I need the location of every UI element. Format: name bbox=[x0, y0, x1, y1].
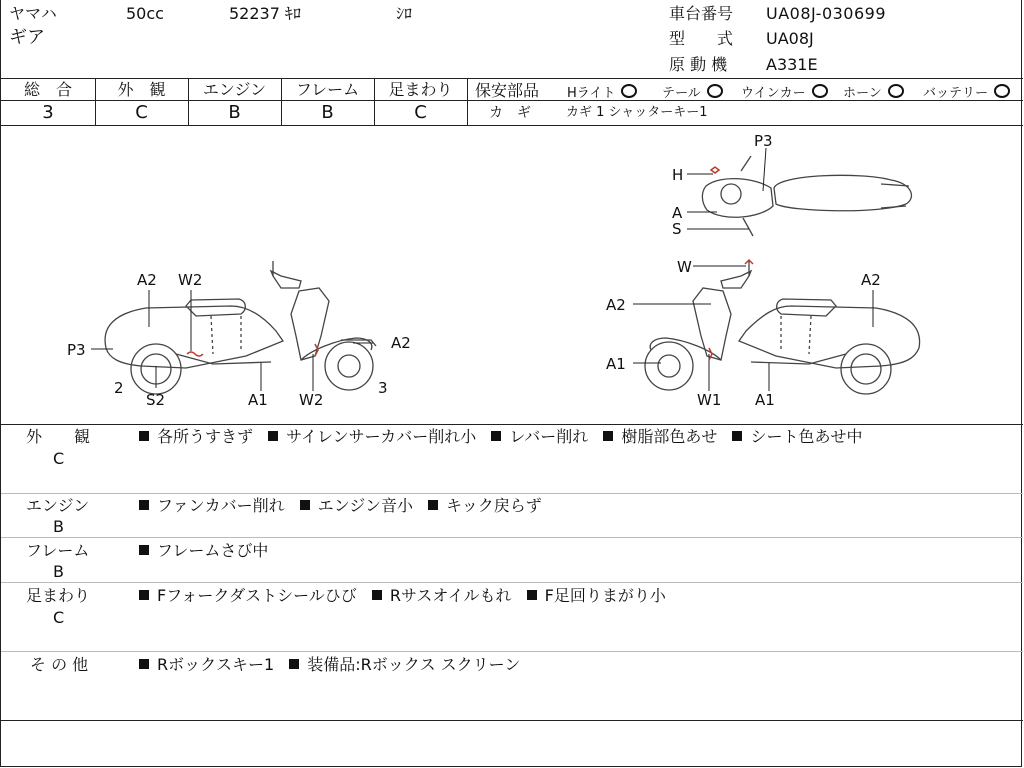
diagram-label: S2 bbox=[146, 391, 166, 409]
bullet-square-icon bbox=[428, 500, 438, 510]
key-label: カ ギ bbox=[489, 105, 531, 121]
displacement: 50cc bbox=[126, 4, 164, 23]
divider bbox=[1, 424, 1023, 425]
diagram-label: W2 bbox=[178, 271, 203, 289]
divider bbox=[467, 78, 468, 125]
diagram-label: 2 bbox=[114, 379, 124, 397]
engine-label: 原 動 機 bbox=[669, 55, 728, 74]
bullet-square-icon bbox=[732, 431, 742, 441]
bullet-square-icon bbox=[603, 431, 613, 441]
section-notes-engine: ファンカバー削れ エンジン音小 キック戻らず bbox=[139, 498, 542, 514]
section-notes-suspension: Fフォークダストシールひび Rサスオイルもれ F足回りまがり小 bbox=[139, 588, 666, 604]
diagram-label: A2 bbox=[606, 296, 626, 314]
bullet-square-icon bbox=[139, 659, 149, 669]
grade-label-frame: フレーム bbox=[295, 80, 360, 99]
grade-value-frame: B bbox=[321, 102, 334, 123]
section-notes-frame: フレームさび中 bbox=[139, 543, 268, 559]
safety-item-winker: ウインカー bbox=[741, 84, 828, 100]
safety-item-headlight: Hライト bbox=[567, 84, 637, 100]
ok-circle-icon bbox=[621, 84, 637, 98]
diagram-label: H bbox=[672, 166, 684, 184]
engine-value: A331E bbox=[766, 55, 818, 74]
section-grade-engine: B bbox=[53, 517, 64, 536]
divider bbox=[1, 651, 1023, 652]
safety-item-tail: テール bbox=[662, 84, 723, 100]
section-label-engine: エンジン bbox=[26, 496, 90, 515]
grade-label-engine: エンジン bbox=[202, 80, 267, 99]
type-label: 型 式 bbox=[669, 29, 734, 48]
key-value: カギ 1 シャッターキー1 bbox=[566, 105, 708, 120]
bullet-square-icon bbox=[372, 590, 382, 600]
diagram-label: W2 bbox=[299, 391, 324, 409]
diagram-label: A2 bbox=[391, 334, 411, 352]
safety-label: 保安部品 bbox=[475, 81, 540, 100]
safety-item-horn: ホーン bbox=[843, 84, 904, 100]
diagram-label: W1 bbox=[697, 391, 722, 409]
section-grade-suspension: C bbox=[53, 608, 65, 627]
grade-value-suspension: C bbox=[414, 102, 427, 123]
bullet-square-icon bbox=[300, 500, 310, 510]
scooter-top-view bbox=[702, 156, 911, 236]
diagram-label: A bbox=[672, 204, 683, 222]
frame-no-label: 車台番号 bbox=[669, 4, 734, 23]
section-label-other: そ の 他 bbox=[30, 655, 89, 674]
grade-label-exterior: 外 観 bbox=[117, 80, 166, 99]
frame-no: UA08J-030699 bbox=[766, 4, 887, 23]
section-label-exterior: 外 観 bbox=[26, 427, 91, 446]
divider bbox=[1, 493, 1023, 494]
diagram-label: W bbox=[677, 258, 692, 276]
divider bbox=[1, 537, 1023, 538]
grade-label-suspension: 足まわり bbox=[388, 80, 453, 99]
bullet-square-icon bbox=[491, 431, 501, 441]
ok-circle-icon bbox=[888, 84, 904, 98]
maker: ヤマハ bbox=[9, 4, 57, 23]
section-notes-exterior: 各所うすきず サイレンサーカバー削れ小 レバー削れ 樹脂部色あせ シート色あせ中 bbox=[139, 429, 862, 445]
damage-diagram bbox=[1, 126, 1023, 424]
grade-value-engine: B bbox=[228, 102, 241, 123]
body-color: ｼﾛ bbox=[396, 4, 413, 23]
ok-circle-icon bbox=[994, 84, 1010, 98]
section-label-frame: フレーム bbox=[26, 541, 90, 560]
divider bbox=[1, 582, 1023, 583]
bullet-square-icon bbox=[289, 659, 299, 669]
section-label-suspension: 足まわり bbox=[26, 586, 91, 605]
diagram-label: A2 bbox=[137, 271, 157, 289]
diagram-label: S bbox=[672, 220, 682, 238]
grade-label-overall: 総 合 bbox=[23, 80, 72, 99]
diagram-label: A2 bbox=[861, 271, 881, 289]
bullet-square-icon bbox=[139, 545, 149, 555]
section-grade-frame: B bbox=[53, 562, 64, 581]
bullet-square-icon bbox=[139, 500, 149, 510]
diagram-label: P3 bbox=[67, 341, 86, 359]
ok-circle-icon bbox=[812, 84, 828, 98]
bullet-square-icon bbox=[139, 590, 149, 600]
ok-circle-icon bbox=[707, 84, 723, 98]
grade-value-overall: 3 bbox=[42, 102, 54, 123]
type-value: UA08J bbox=[766, 29, 814, 48]
diagram-label: A1 bbox=[606, 355, 626, 373]
model-name: ギア bbox=[9, 27, 45, 48]
bullet-square-icon bbox=[139, 431, 149, 441]
grade-value-exterior: C bbox=[135, 102, 148, 123]
bullet-square-icon bbox=[268, 431, 278, 441]
diagram-label: 3 bbox=[378, 379, 388, 397]
diagram-label: P3 bbox=[754, 132, 773, 150]
divider bbox=[1, 720, 1023, 721]
diagram-label: A1 bbox=[755, 391, 775, 409]
mileage: 52237 ｷﾛ bbox=[229, 4, 301, 23]
damage-marks bbox=[187, 167, 753, 360]
diagram-label: A1 bbox=[248, 391, 268, 409]
divider bbox=[1, 78, 1023, 79]
section-notes-other: Rボックスキー1 装備品:Rボックス スクリーン bbox=[139, 657, 520, 673]
bullet-square-icon bbox=[527, 590, 537, 600]
safety-item-battery: バッテリー bbox=[923, 84, 1010, 100]
section-grade-exterior: C bbox=[53, 449, 65, 468]
